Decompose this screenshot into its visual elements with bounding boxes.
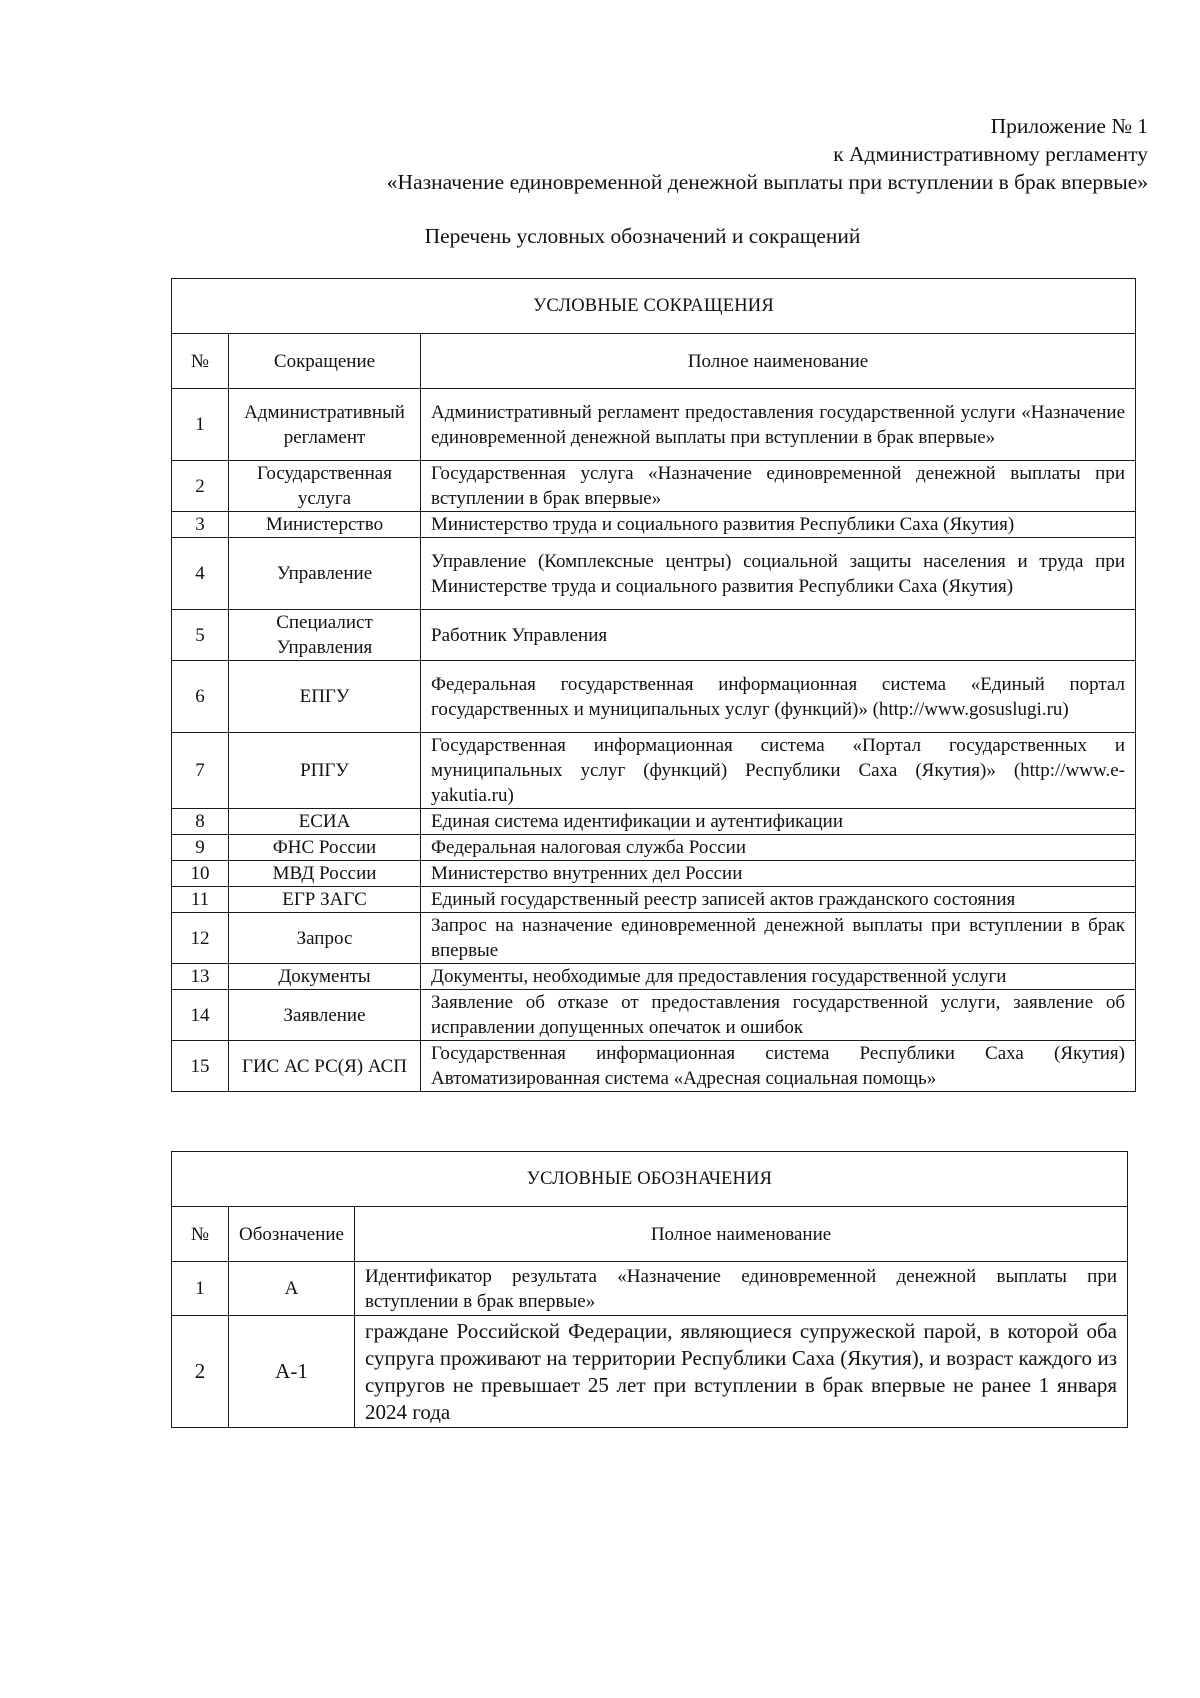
row-number: 5 xyxy=(172,610,229,661)
table-row xyxy=(172,861,1136,887)
row-full-name: Государственная информационная система Республики Саха (Якутия) Автоматизированная система «Адресная социальная помощь» xyxy=(421,1041,1136,1092)
row-full-name: граждане Российской Федерации, являющиеся супружеской парой, в которой оба супруга проживают на территории Республики Саха (Якутия), и возраст каждого из супругов не превышает 25 лет при вступлении в брак впервые не ранее 1 января 2024 года xyxy=(355,1316,1128,1428)
row-full-name: Федеральная налоговая служба России xyxy=(421,835,1136,861)
column-header-number: № xyxy=(172,334,229,389)
appendix-regulation-name: «Назначение единовременной денежной выплаты при вступлении в брак впервые» xyxy=(386,170,1148,194)
table-row xyxy=(172,733,1136,809)
designations-table xyxy=(171,1151,1128,1428)
designations-caption: УСЛОВНЫЕ ОБОЗНАЧЕНИЯ xyxy=(172,1152,1128,1207)
row-abbreviation: Министерство xyxy=(229,512,421,538)
row-full-name: Единый государственный реестр записей актов гражданского состояния xyxy=(421,887,1136,913)
table-row xyxy=(172,1262,1128,1316)
row-full-name: Государственная информационная система «Портал государственных и муниципальных услуг (функций) Республики Саха (Якутия)» (http://www.e-yakutia.ru) xyxy=(421,733,1136,809)
row-abbreviation: ЕГР ЗАГС xyxy=(229,887,421,913)
row-full-name: Идентификатор результата «Назначение единовременной денежной выплаты при вступлении в брак впервые» xyxy=(355,1262,1128,1316)
column-header-number: № xyxy=(172,1207,229,1262)
table-row xyxy=(172,538,1136,610)
table-row xyxy=(172,610,1136,661)
row-full-name: Государственная услуга «Назначение единовременной денежной выплаты при вступлении в брак впервые» xyxy=(421,461,1136,512)
row-abbreviation: Государственная услуга xyxy=(229,461,421,512)
row-number: 9 xyxy=(172,835,229,861)
table-row xyxy=(172,990,1136,1041)
row-number: 7 xyxy=(172,733,229,809)
designations-header-row xyxy=(172,1207,1128,1262)
row-number: 2 xyxy=(172,1316,229,1428)
abbreviations-table xyxy=(171,278,1136,1092)
table-row xyxy=(172,1041,1136,1092)
document-title: Перечень условных обозначений и сокращений xyxy=(424,224,861,248)
row-number: 13 xyxy=(172,964,229,990)
row-number: 8 xyxy=(172,809,229,835)
row-full-name: Документы, необходимые для предоставления государственной услуги xyxy=(421,964,1136,990)
table-row xyxy=(172,835,1136,861)
row-abbreviation: РПГУ xyxy=(229,733,421,809)
row-abbreviation: Документы xyxy=(229,964,421,990)
table-row xyxy=(172,887,1136,913)
abbreviations-caption: УСЛОВНЫЕ СОКРАЩЕНИЯ xyxy=(172,279,1136,334)
table-row xyxy=(172,512,1136,538)
appendix-number: Приложение № 1 xyxy=(990,114,1148,138)
row-abbreviation: ФНС России xyxy=(229,835,421,861)
row-abbreviation: ГИС АС РС(Я) АСП xyxy=(229,1041,421,1092)
row-abbreviation: А-1 xyxy=(229,1316,355,1428)
row-full-name: Единая система идентификации и аутентификации xyxy=(421,809,1136,835)
column-header-full-name: Полное наименование xyxy=(355,1207,1128,1262)
row-full-name: Запрос на назначение единовременной денежной выплаты при вступлении в брак впервые xyxy=(421,913,1136,964)
row-number: 6 xyxy=(172,661,229,733)
table-row xyxy=(172,389,1136,461)
table-row xyxy=(172,661,1136,733)
table-row xyxy=(172,913,1136,964)
row-full-name: Управление (Комплексные центры) социальной защиты населения и труда при Министерстве труда и социального развития Республики Саха (Якутия) xyxy=(421,538,1136,610)
row-abbreviation: МВД России xyxy=(229,861,421,887)
row-abbreviation: ЕСИА xyxy=(229,809,421,835)
appendix-reference: к Административному регламенту xyxy=(833,142,1148,166)
row-number: 11 xyxy=(172,887,229,913)
abbreviations-caption-row xyxy=(172,279,1136,334)
column-header-designation: Обозначение xyxy=(229,1207,355,1262)
row-full-name: Федеральная государственная информационная система «Единый портал государственных и муниципальных услуг (функций)» (http://www.gosuslugi.ru) xyxy=(421,661,1136,733)
abbreviations-header-row xyxy=(172,334,1136,389)
designations-caption-row xyxy=(172,1152,1128,1207)
row-abbreviation: Управление xyxy=(229,538,421,610)
row-abbreviation: ЕПГУ xyxy=(229,661,421,733)
row-number: 2 xyxy=(172,461,229,512)
table-row xyxy=(172,809,1136,835)
row-abbreviation: Заявление xyxy=(229,990,421,1041)
table-row xyxy=(172,964,1136,990)
table-row xyxy=(172,461,1136,512)
row-abbreviation: Административный регламент xyxy=(229,389,421,461)
row-number: 1 xyxy=(172,389,229,461)
table-row xyxy=(172,1316,1128,1428)
row-number: 14 xyxy=(172,990,229,1041)
row-full-name: Административный регламент предоставления государственной услуги «Назначение единовременной денежной выплаты при вступлении в брак впервые» xyxy=(421,389,1136,461)
row-full-name: Работник Управления xyxy=(421,610,1136,661)
row-abbreviation: Специалист Управления xyxy=(229,610,421,661)
row-full-name: Заявление об отказе от предоставления государственной услуги, заявление об исправлении допущенных опечаток и ошибок xyxy=(421,990,1136,1041)
row-number: 3 xyxy=(172,512,229,538)
row-number: 10 xyxy=(172,861,229,887)
row-number: 4 xyxy=(172,538,229,610)
row-abbreviation: А xyxy=(229,1262,355,1316)
row-abbreviation: Запрос xyxy=(229,913,421,964)
column-header-full-name: Полное наименование xyxy=(421,334,1136,389)
appendix-header xyxy=(387,112,1148,196)
row-number: 1 xyxy=(172,1262,229,1316)
row-number: 12 xyxy=(172,913,229,964)
row-full-name: Министерство труда и социального развития Республики Саха (Якутия) xyxy=(421,512,1136,538)
column-header-abbreviation: Сокращение xyxy=(229,334,421,389)
row-number: 15 xyxy=(172,1041,229,1092)
row-full-name: Министерство внутренних дел России xyxy=(421,861,1136,887)
